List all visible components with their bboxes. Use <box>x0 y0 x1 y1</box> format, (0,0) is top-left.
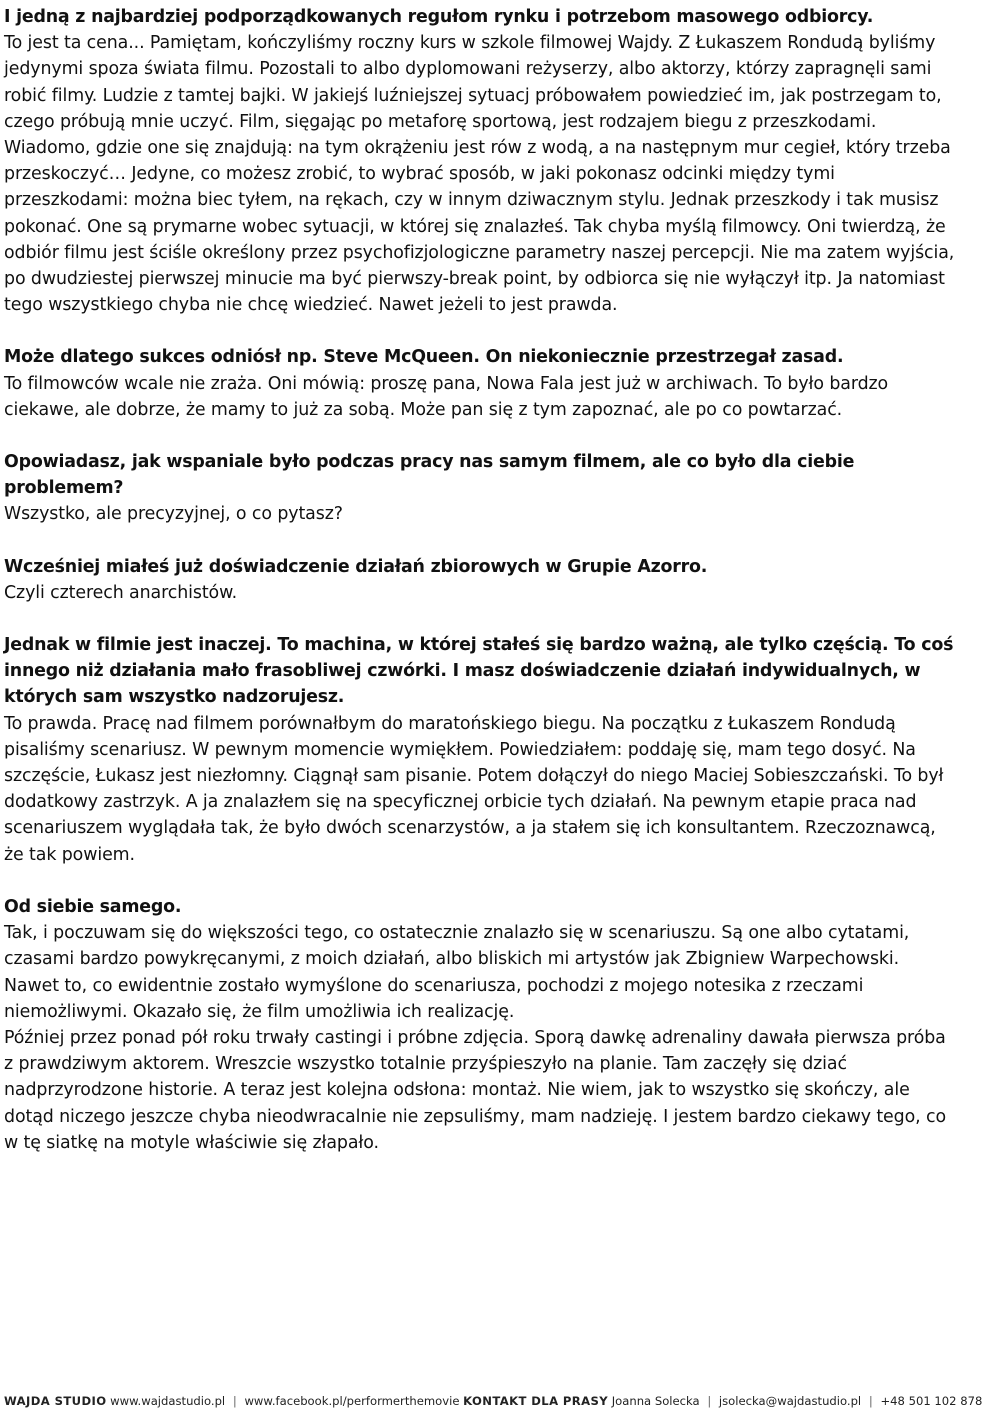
interview-question: Od siebie samego. <box>4 896 182 917</box>
interview-block-6 <box>4 894 956 1156</box>
footer-separator: | <box>868 1394 873 1408</box>
interview-answer: Wszystko, ale precyzyjnej, o co pytasz? <box>4 504 343 525</box>
footer-separator: | <box>232 1394 237 1408</box>
footer-press-label: KONTAKT DLA PRASY <box>463 1394 609 1408</box>
interview-block-3 <box>4 449 956 528</box>
interview-answer: To filmowców wcale nie zraża. Oni mówią: proszę pana, Nowa Fala jest już w archiwach. To było bardzo ciekawe, ale dobrze, że mamy to już za sobą. Może pan się z tym zapoznać, ale po co powtarzać. <box>4 373 889 420</box>
interview-answer: Czyli czterech anarchistów. <box>4 582 238 603</box>
footer-phone: +48 501 102 878 <box>880 1394 982 1408</box>
interview-block-5 <box>4 632 956 868</box>
footer-brand: WAJDA STUDIO <box>4 1394 107 1408</box>
interview-answer: To jest ta cena... Pamiętam, kończyliśmy roczny kurs w szkole filmowej Wajdy. Z Łukaszem Rondudą byliśmy jedynymi spoza świata filmu. Pozostali to albo dyplomowani reżyserzy, albo aktorzy, którzy zapragnęli sami robić filmy. Ludzie z tamtej bajki. W jakiejś luźniejszej sytuacj próbowałem powiedzieć im, jak postrzegam to, czego próbują mnie uczyć. Film, sięgając po metaforę sportową, jest rodzajem biegu z przeszkodami. Wiadomo, gdzie one się znajdują: na tym okrążeniu jest rów z wodą, a na następnym mur cegieł, który trzeba przeskoczyć… Jedyne, co możesz zrobić, to wybrać sposób, w jaki pokonasz odcinki między tymi przeszkodami: można biec tyłem, na rękach, czy w innym dziwacznym stylu. Jednak przeszkody i tak musisz pokonać. One są prymarne wobec sytuacji, w której się znalazłeś. Tak chyba myślą filmowcy. Oni twierdzą, że odbiór filmu jest ściśle określony przez psychofizjologiczne parametry naszej percepcji. Nie ma zatem wyjścia, po dwudziestej pierwszej minucie ma być pierwszy-break point, by odbiorca się nie wyłączył itp. Ja natomiast tego wszystkiego chyba nie chcę wiedzieć. Nawet jeżeli to jest prawda. <box>4 33 955 316</box>
interview-answer: Tak, i poczuwam się do większości tego, co ostatecznie znalazło się w scenariuszu. Są one albo cytatami, czasami bardzo powykręcanymi, z moich działań, albo bliskich mi artystów jak Zbigniew Warpechowski. Nawet to, co ewidentnie zostało wymyślone do scenariusza, pochodzi z mojego notesika z rzeczami niemożliwymi. Okazało się, że film umożliwia ich realizację. <box>4 923 910 1022</box>
interview-question: Wcześniej miałeś już doświadczenie działań zbiorowych w Grupie Azorro. <box>4 556 708 577</box>
footer-facebook-link[interactable]: www.facebook.pl/performerthemovie <box>244 1394 460 1408</box>
interview-question: I jedną z najbardziej podporządkowanych regułom rynku i potrzebom masowego odbiorcy. <box>4 7 874 27</box>
interview-answer: To prawda. Pracę nad filmem porównałbym do maratońskiego biegu. Na początku z Łukaszem Rondudą pisaliśmy scenariusz. W pewnym momencie wymiękłem. Powiedziałem: poddaję się, mam tego dosyć. Na szczęście, Łukasz jest niezłomny. Ciągnął sam pisanie. Potem dołączył do niego Maciej Sobieszczański. To był dodatkowy zastrzyk. A ja znalazłem się na specyficznej orbicie tych działań. Na pewnym etapie praca nad scenariuszem wyglądała tak, że było dwóch scenarzystów, a ja stałem się ich konsultantem. Rzeczoznawcą, że tak powiem. <box>4 713 944 865</box>
footer-email-link[interactable]: jsolecka@wajdastudio.pl <box>718 1394 862 1408</box>
interview-block-4 <box>4 554 956 606</box>
interview-block-2 <box>4 344 956 423</box>
interview-question: Może dlatego sukces odniósł np. Steve McQueen. On niekoniecznie przestrzegał zasad. <box>4 347 844 368</box>
interview-question: Opowiadasz, jak wspaniale było podczas pracy nas samym filmem, ale co było dla ciebie problemem? <box>4 452 855 499</box>
interview-block-1 <box>4 4 956 318</box>
footer-contact-name: Joanna Solecka <box>611 1394 700 1408</box>
interview-question: Jednak w filmie jest inaczej. To machina, w której stałeś się bardzo ważną, ale tylko częścią. To coś innego niż działania mało frasobliwej czwórki. I masz doświadczenie działań indywidualnych, w których sam wszystko nadzorujesz. <box>4 635 954 708</box>
interview-answer-continued: Później przez ponad pół roku trwały castingi i próbne zdjęcia. Sporą dawkę adrenaliny dawała pierwsza próba z prawdziwym aktorem. Wreszcie wszystko totalnie przyśpieszyło na planie. Tam zaczęły się dziać nadprzyrodzone historie. A teraz jest kolejna odsłona: montaż. Nie wiem, jak to wszystko się skończy, ale dotąd niczego jeszcze chyba nieodwracalnie nie zepsuliśmy, mam nadzieję. I jestem bardzo ciekawy tego, co w tę siatkę na motyle właściwie się złapało. <box>4 1027 946 1153</box>
footer-website-link[interactable]: www.wajdastudio.pl <box>110 1394 226 1408</box>
article-body <box>4 4 956 1182</box>
page-footer <box>4 1393 982 1409</box>
footer-separator: | <box>707 1394 712 1408</box>
